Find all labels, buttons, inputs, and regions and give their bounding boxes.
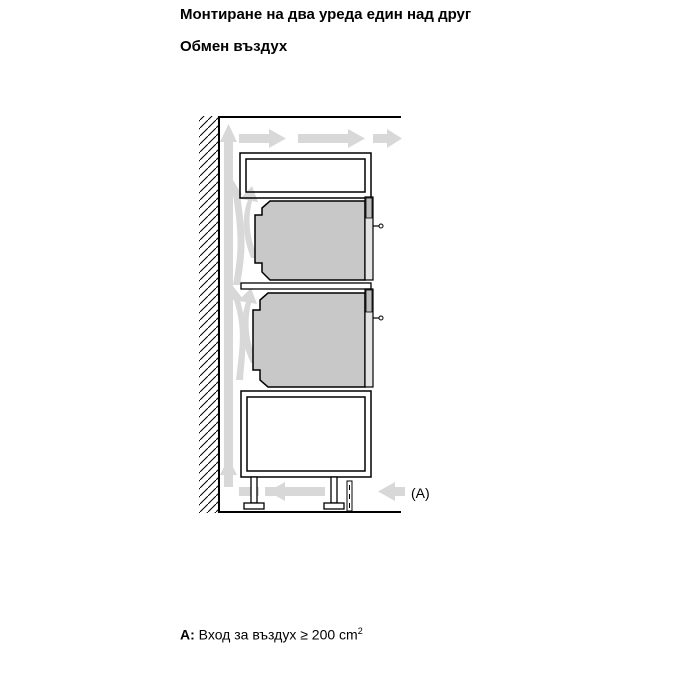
- legend-line: [180, 626, 363, 643]
- air-inlet-vent: [347, 481, 352, 511]
- legend-superscript: 2: [357, 626, 363, 636]
- legend-text: Вход за въздух ≥ 200 cm: [198, 626, 358, 643]
- page-subtitle: Обмен въздух: [180, 38, 288, 55]
- bottom-cabinet: [241, 391, 371, 477]
- page-title: Монтиране на два уреда един над друг: [180, 6, 472, 23]
- lower-appliance: [253, 289, 383, 387]
- callout-a: (A): [411, 485, 430, 501]
- upper-appliance: [255, 197, 383, 280]
- wall-hatch: [199, 116, 218, 513]
- legend-key: A:: [180, 626, 195, 643]
- middle-shelf: [241, 283, 371, 289]
- top-cabinet: [240, 153, 371, 198]
